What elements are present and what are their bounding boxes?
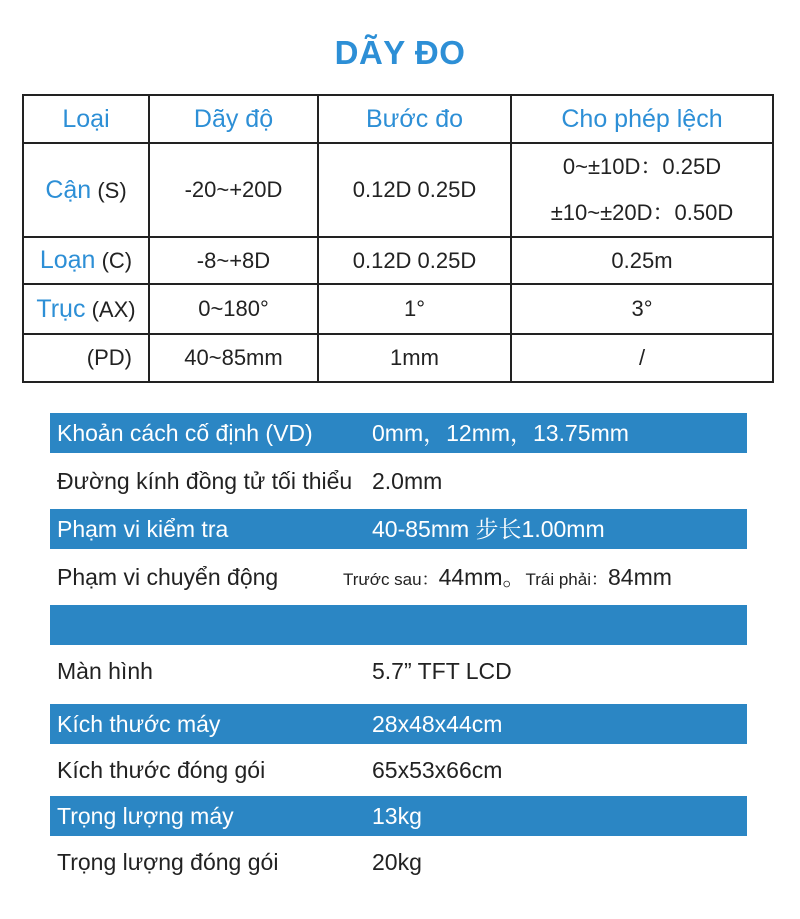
- spec-label: Phạm vi chuyển động: [57, 564, 279, 590]
- table-row-axis: [23, 284, 773, 334]
- step-cell: 0.12D 0.25D: [318, 237, 511, 284]
- range-cell: -20~+20D: [149, 143, 318, 237]
- spec-value: 5.7” TFT LCD: [372, 658, 512, 684]
- spec-label: Khoản cách cố định (VD): [57, 420, 313, 446]
- row-label-cell: [23, 143, 149, 237]
- step-cell: 1°: [318, 284, 511, 334]
- table-row-sphere: [23, 143, 773, 237]
- spec-label: Màn hình: [57, 658, 153, 684]
- spec-row-empty: [50, 605, 747, 645]
- spec-value: 65x53x66cm: [372, 757, 503, 783]
- tolerance-cell: 0.25m: [511, 237, 773, 284]
- row-label: Loạn: [39, 246, 96, 274]
- movement-left-right-label: Trái phải：: [525, 570, 608, 589]
- table-row-cylinder: [23, 237, 773, 284]
- tolerance-cell: /: [511, 334, 773, 382]
- spec-row-test-range: [50, 509, 747, 549]
- tolerance-line: ±10~±20D：0.50D: [550, 200, 734, 225]
- spec-row-machine-size: [50, 704, 747, 744]
- row-label: Trục: [36, 294, 86, 323]
- row-label-cell: [23, 284, 149, 334]
- step-cell: 1mm: [318, 334, 511, 382]
- spec-value: 0mm，12mm，13.75mm: [372, 420, 629, 446]
- header-tolerance: Cho phép lệch: [511, 95, 773, 143]
- measurement-range-table: [22, 94, 774, 383]
- tolerance-cell: 3°: [511, 284, 773, 334]
- table-header-row: [23, 95, 773, 143]
- spec-value: 2.0mm: [372, 468, 443, 494]
- spec-row-display: [50, 651, 747, 691]
- spec-value: 40-85mm 步长1.00mm: [372, 516, 605, 542]
- spec-value: 13kg: [372, 803, 422, 829]
- tolerance-cell: [511, 143, 773, 237]
- spec-value: 20kg: [372, 849, 422, 875]
- spec-row-package-weight: [50, 842, 747, 882]
- spec-row-machine-weight: [50, 796, 747, 836]
- spec-row-movement-range: [50, 557, 747, 597]
- spec-label: Trọng lượng đóng gói: [57, 849, 279, 875]
- movement-front-back-label: Trước sau：: [343, 570, 439, 589]
- range-cell: 0~180°: [149, 284, 318, 334]
- row-label-cell: [23, 237, 149, 284]
- range-cell: 40~85mm: [149, 334, 318, 382]
- row-label-cell: [23, 334, 149, 382]
- tolerance-line: 0~±10D：0.25D: [562, 154, 722, 179]
- movement-front-back-value: 44mm。: [438, 564, 526, 590]
- spec-value: 28x48x44cm: [372, 711, 503, 737]
- step-cell: 0.12D 0.25D: [318, 143, 511, 237]
- row-code: (C): [101, 248, 133, 273]
- row-code: (S): [97, 177, 127, 203]
- movement-left-right-value: 84mm: [608, 564, 672, 590]
- page-title: DÃY ĐO: [334, 34, 466, 71]
- spec-row-package-size: [50, 750, 747, 790]
- row-code: (PD): [86, 345, 132, 370]
- header-step: Bước đo: [318, 95, 511, 143]
- spec-label: Đường kính đồng tử tối thiểu: [57, 468, 353, 494]
- spec-label: Trọng lượng máy: [57, 803, 234, 829]
- table-row-pd: [23, 334, 773, 382]
- row-label: Cận: [45, 175, 92, 204]
- spec-label: Kích thước máy: [57, 711, 221, 737]
- header-range: Dãy độ: [149, 95, 318, 143]
- spec-row-vertex-distance: [50, 413, 747, 453]
- header-type: Loại: [23, 95, 149, 143]
- spec-row-min-pupil: [50, 461, 747, 501]
- spec-label: Phạm vi kiểm tra: [57, 516, 229, 542]
- spec-value: [343, 557, 672, 600]
- range-cell: -8~+8D: [149, 237, 318, 284]
- row-code: (AX): [91, 296, 136, 322]
- spec-label: Kích thước đóng gói: [57, 757, 266, 783]
